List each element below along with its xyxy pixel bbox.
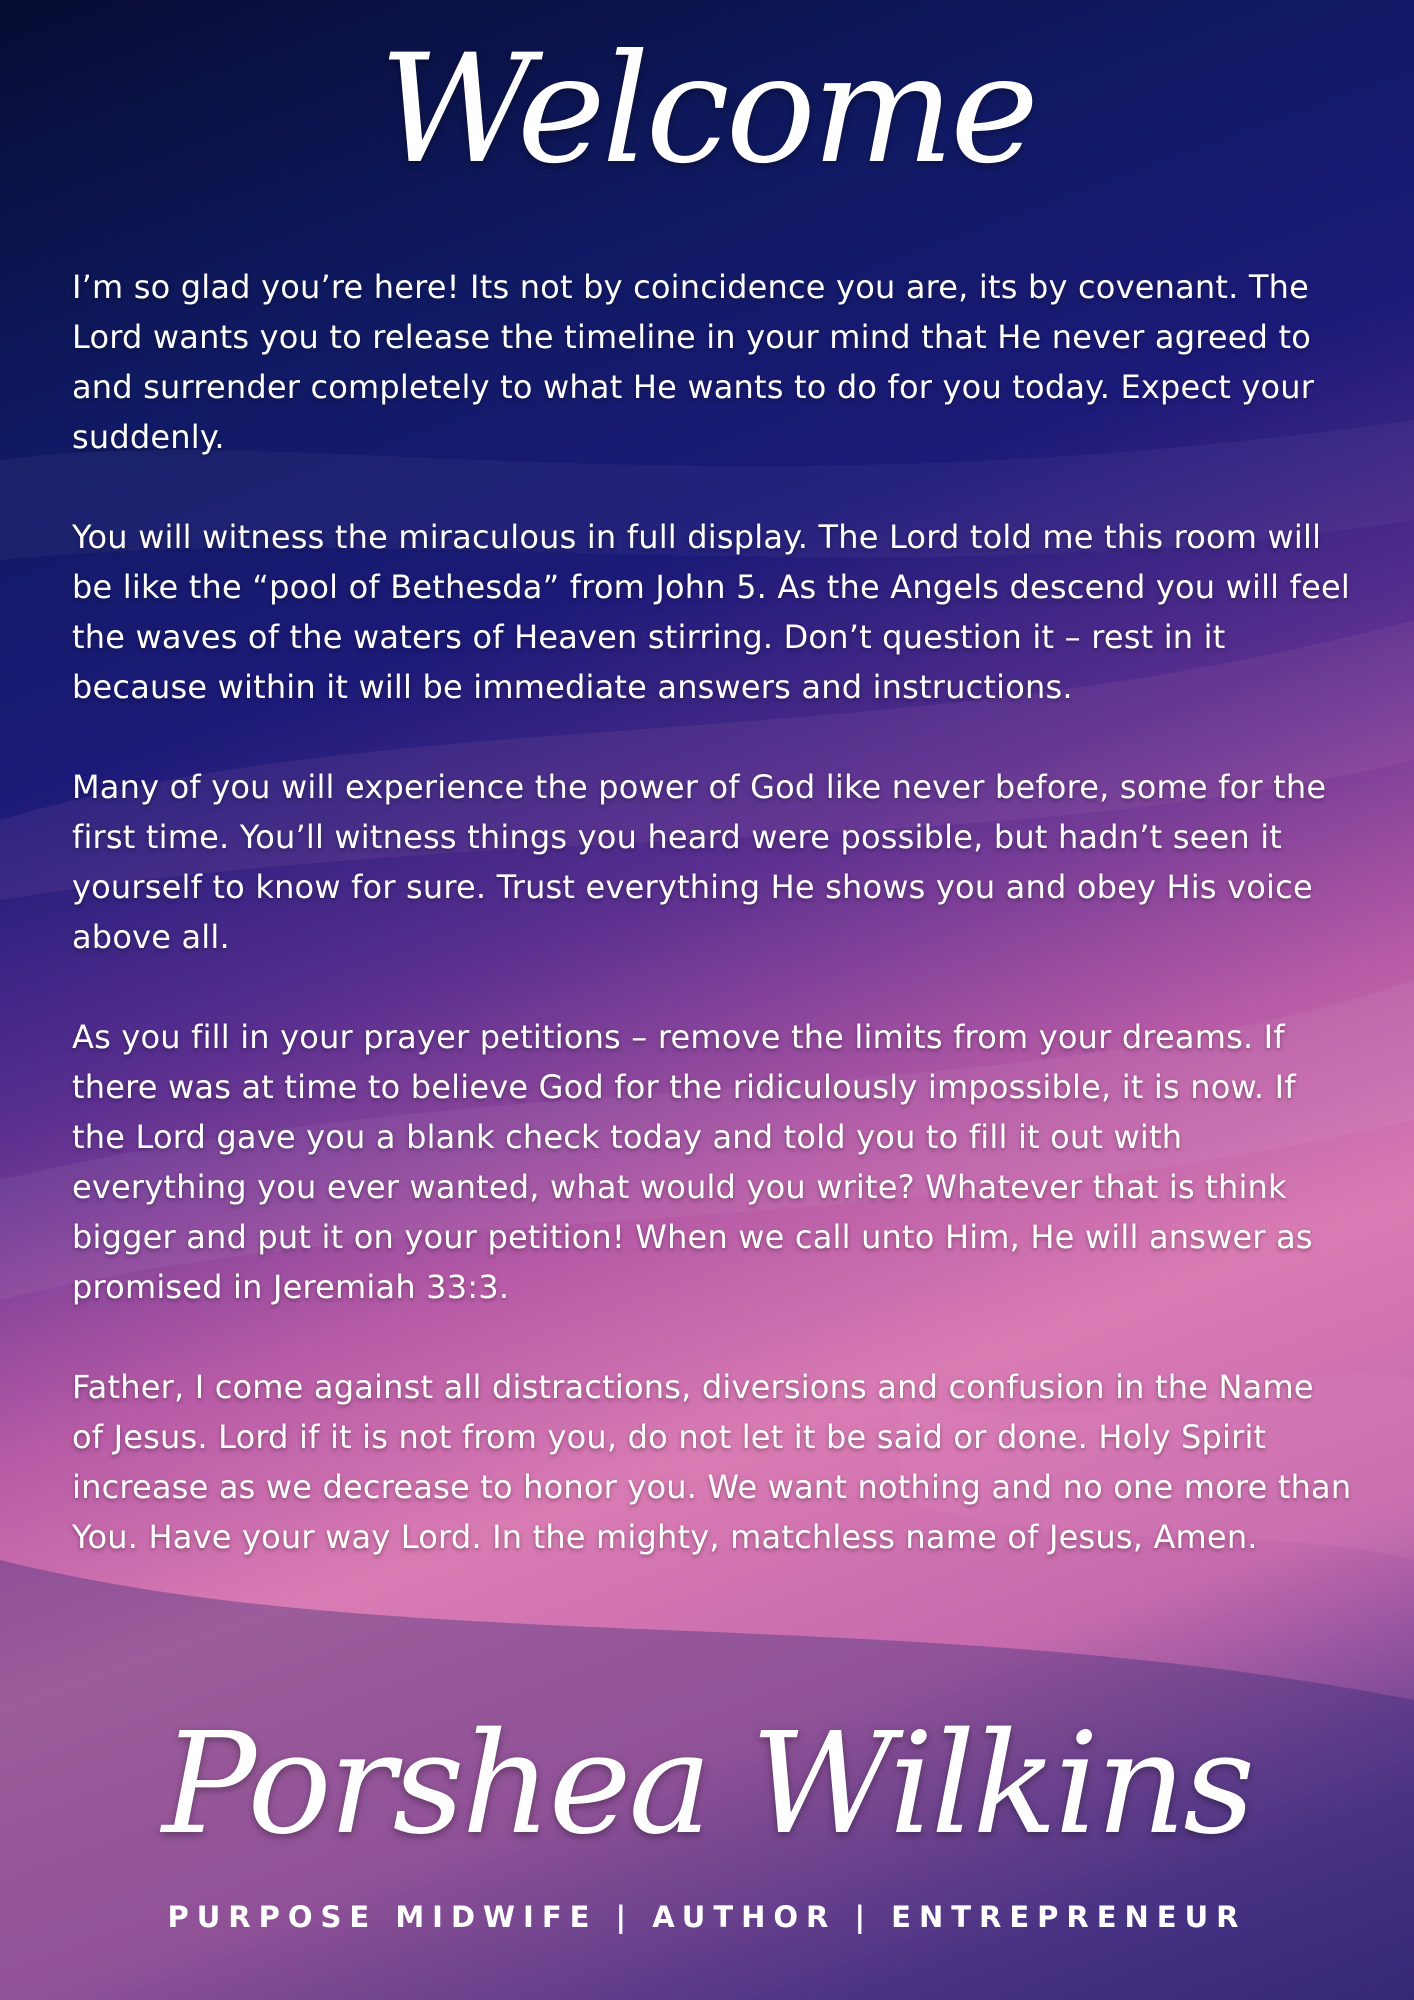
paragraph: As you fill in your prayer petitions – remove the limits from your dreams. If there was at time to believe God for the ridiculously impossible, it is now. If the Lord gave you a blank check today and told you to fill it out with everything you ever wanted, what would you write? Whatever that is think bigger and put it on your petition! When we call unto Him, He will answer as promised in Jeremiah 33:3. (72, 1018, 1313, 1306)
paragraph: I’m so glad you’re here! Its not by coincidence you are, its by covenant. The Lord wants you to release the timeline in your mind that He never agreed to and surrender completely to what He wants to do for you today. Expect your suddenly. (72, 268, 1315, 456)
paragraph: Many of you will experience the power of God like never before, some for the first time. You’ll witness things you heard were possible, but hadn’t seen it yourself to know for sure. Trust everything He shows you and obey His voice above all. (72, 768, 1327, 956)
welcome-title: Welcome (378, 23, 1035, 197)
paragraph: You will witness the miraculous in full display. The Lord told me this room will be like the “pool of Bethesda” from John 5. As the Angels descend you will feel the waves of the waters of Heaven stirring. Don’t question it – rest in it because within it will be immediate answers and instructions. (72, 518, 1350, 706)
tagline: PURPOSE MIDWIFE | AUTHOR | ENTREPRENEUR (167, 1900, 1247, 1934)
signature-name: Porshea Wilkins (161, 1703, 1253, 1866)
paragraph: Father, I come against all distractions, diversions and confusion in the Name of Jesus. Lord if it is not from you, do not let it be said or done. Holy Spirit increase as we decrease to honor you. We want nothing and no one more than You. Have your way Lord. In the mighty, matchless name of Jesus, Amen. (72, 1368, 1352, 1556)
letter-body (72, 262, 1352, 1612)
